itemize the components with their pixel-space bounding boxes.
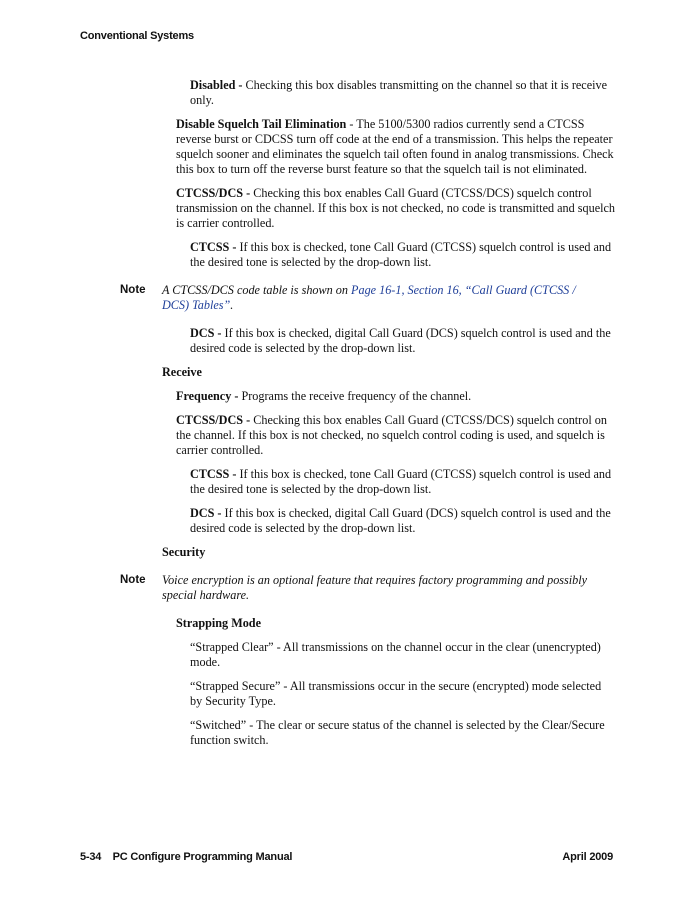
disabled-text: Checking this box disables transmitting on the channel so that it is receive only. — [190, 78, 608, 107]
disabled-term: Disabled - — [190, 78, 246, 92]
note-label: Note — [120, 574, 146, 586]
note-code-table-prefix: A CTCSS/DCS code table is shown on — [162, 283, 352, 297]
rx-frequency-term: Frequency - — [176, 389, 242, 403]
rx-ctcss-dcs-text: Checking this box enables Call Guard (CTCSS/DCS) squelch control on the channel. If this box is not checked, no squelch control coding is used, and squelch is carrier controlled. — [176, 413, 607, 457]
rx-ctcss-dcs-term: CTCSS/DCS - — [176, 413, 254, 427]
footer-page-title: 5-34 PC Configure Programming Manual — [80, 851, 293, 863]
running-header: Conventional Systems — [80, 30, 194, 42]
squelch-tail-term: Disable Squelch Tail Elimination — [176, 117, 347, 131]
note-code-table — [120, 283, 602, 313]
tx-dcs-paragraph — [190, 326, 615, 356]
strapped-clear-paragraph: “Strapped Clear” - All transmissions on the channel occur in the clear (unencrypted) mode. — [190, 640, 601, 669]
squelch-tail-paragraph — [176, 117, 615, 177]
security-heading: Security — [162, 545, 206, 559]
tx-ctcss-term: CTCSS - — [190, 240, 240, 254]
rx-ctcss-dcs-paragraph — [176, 413, 615, 458]
rx-dcs-text: If this box is checked, digital Call Guard (DCS) squelch control is used and the desired code is selected by the drop-down list. — [190, 506, 611, 535]
tx-dcs-text: If this box is checked, digital Call Guard (DCS) squelch control is used and the desired code is selected by the drop-down list. — [190, 326, 611, 355]
note-encryption-text: Voice encryption is an optional feature that requires factory programming and possibly special hardware. — [162, 573, 588, 602]
tx-ctcss-paragraph — [190, 240, 615, 270]
strapping-mode-heading: Strapping Mode — [176, 616, 261, 630]
rx-ctcss-paragraph — [190, 467, 615, 497]
strapped-secure-paragraph: “Strapped Secure” - All transmissions occur in the secure (encrypted) mode selected by Security Type. — [190, 679, 602, 708]
note-encryption — [120, 573, 602, 603]
disabled-paragraph — [190, 78, 615, 108]
rx-dcs-term: DCS - — [190, 506, 225, 520]
tx-dcs-term: DCS - — [190, 326, 225, 340]
footer-date: April 2009 — [562, 851, 613, 863]
rx-dcs-paragraph — [190, 506, 615, 536]
tx-ctcss-text: If this box is checked, tone Call Guard (CTCSS) squelch control is used and the desired tone is selected by the drop-down list. — [190, 240, 612, 269]
rx-ctcss-term: CTCSS - — [190, 467, 240, 481]
code-table-link[interactable]: Page 16-1, Section 16, “Call Guard (CTCSS / DCS) Tables” — [162, 283, 576, 312]
tx-ctcss-dcs-term: CTCSS/DCS - — [176, 186, 254, 200]
tx-ctcss-dcs-text: Checking this box enables Call Guard (CTCSS/DCS) squelch control transmission on the channel. If this box is not checked, no code is transmitted and squelch is carrier controlled. — [176, 186, 615, 230]
tx-ctcss-dcs-paragraph — [176, 186, 615, 231]
page-content — [0, 78, 695, 748]
note-label: Note — [120, 284, 146, 296]
squelch-tail-text: - The 5100/5300 radios currently send a CTCSS reverse burst or CDCSS turn off code at the end of a transmission. This helps the repeater squelch sooner and eliminates the squelch tail often found in analog transmissions. Check this box to turn off the reverse burst feature so that the squelch tail is not eliminated. — [176, 117, 614, 176]
rx-ctcss-text: If this box is checked, tone Call Guard (CTCSS) squelch control is used and the desired tone is selected by the drop-down list. — [190, 467, 612, 496]
note-code-table-suffix: . — [230, 298, 234, 312]
switched-paragraph: “Switched” - The clear or secure status of the channel is selected by the Clear/Secure function switch. — [190, 718, 605, 747]
receive-heading: Receive — [162, 365, 202, 379]
rx-frequency-text: Programs the receive frequency of the channel. — [241, 389, 472, 403]
rx-frequency-paragraph — [176, 389, 615, 404]
